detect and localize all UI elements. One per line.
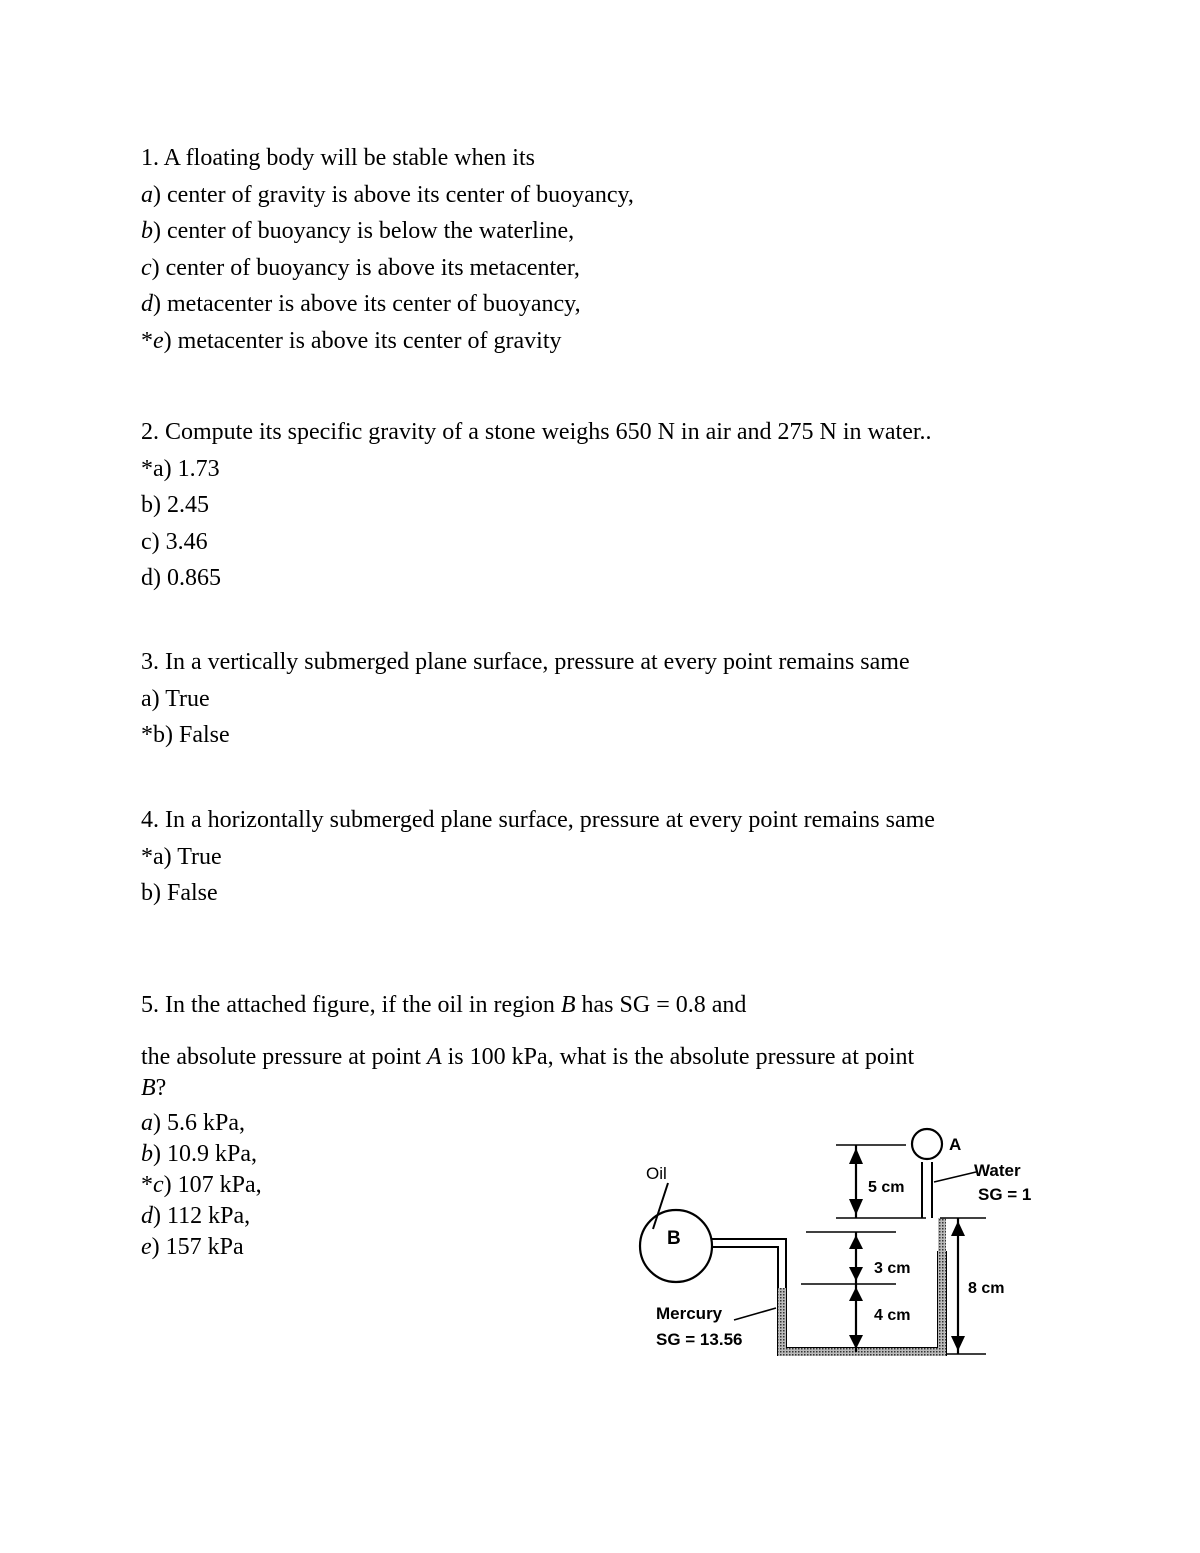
mercury-leader-line bbox=[734, 1308, 776, 1320]
mercury-left-column bbox=[778, 1288, 786, 1354]
dim-4cm-label: 4 cm bbox=[874, 1307, 911, 1324]
question-3-option-a: a) True bbox=[141, 685, 210, 712]
question-1-option-e: *e) metacenter is above its center of gravity bbox=[141, 327, 562, 354]
question-4-option-a: *a) True bbox=[141, 843, 222, 870]
question-2-option-c: c) 3.46 bbox=[141, 528, 208, 555]
question-4-option-b: b) False bbox=[141, 880, 218, 907]
manometer-figure bbox=[636, 1126, 1036, 1356]
question-4-stem: 4. In a horizontally submerged plane surface, pressure at every point remains same bbox=[141, 807, 935, 833]
water-label: Water bbox=[974, 1161, 1021, 1180]
question-2 bbox=[141, 414, 932, 597]
question-3-stem: 3. In a vertically submerged plane surface, pressure at every point remains same bbox=[141, 649, 910, 675]
water-leader-line bbox=[934, 1172, 976, 1182]
question-5-stem: 5. In the attached figure, if the oil in region B has SG = 0.8 and bbox=[141, 992, 747, 1018]
question-2-option-a: *a) 1.73 bbox=[141, 455, 220, 482]
dimension-5cm bbox=[849, 1145, 863, 1218]
question-3 bbox=[141, 644, 910, 754]
mercury-right-column bbox=[938, 1218, 946, 1350]
oil-label: Oil bbox=[646, 1164, 667, 1183]
question-5-option-c: *c) 107 kPa, bbox=[141, 1172, 262, 1198]
dim-5cm-label: 5 cm bbox=[868, 1179, 905, 1196]
question-4 bbox=[141, 802, 935, 912]
dimension-4cm bbox=[849, 1284, 863, 1352]
dim-3cm-label: 3 cm bbox=[874, 1260, 911, 1277]
question-5-option-e: e) 157 kPa bbox=[141, 1234, 244, 1260]
question-1 bbox=[141, 140, 634, 360]
dim-8cm-label: 8 cm bbox=[968, 1280, 1005, 1297]
bulb-a bbox=[912, 1129, 942, 1159]
mercury-sg-label: SG = 13.56 bbox=[656, 1330, 743, 1349]
question-3-option-b: *b) False bbox=[141, 722, 230, 749]
point-a-label: A bbox=[949, 1135, 962, 1154]
question-1-option-c: c) center of buoyancy is above its metacenter, bbox=[141, 254, 580, 281]
question-5-option-b: b) 10.9 kPa, bbox=[141, 1141, 257, 1167]
dimension-3cm bbox=[849, 1232, 863, 1284]
mercury-label: Mercury bbox=[656, 1304, 723, 1323]
question-5-options bbox=[141, 1108, 262, 1263]
question-1-option-a: a) center of gravity is above its center of buoyancy, bbox=[141, 181, 634, 208]
connecting-tube-inner bbox=[712, 1247, 946, 1356]
bulb-b-label: B bbox=[667, 1228, 681, 1249]
mercury-bottom bbox=[778, 1348, 946, 1356]
question-2-option-d: d) 0.865 bbox=[141, 565, 221, 592]
dimension-8cm bbox=[951, 1218, 965, 1354]
question-1-option-b: b) center of buoyancy is below the waterline, bbox=[141, 218, 575, 245]
question-5-option-a: a) 5.6 kPa, bbox=[141, 1110, 245, 1136]
question-1-option-d: d) metacenter is above its center of buoyancy, bbox=[141, 291, 581, 318]
water-sg-label: SG = 1 bbox=[978, 1185, 1032, 1204]
question-5-option-d: d) 112 kPa, bbox=[141, 1203, 251, 1229]
question-2-stem: 2. Compute its specific gravity of a stone weighs 650 N in air and 275 N in water.. bbox=[141, 419, 932, 445]
question-1-stem: 1. A floating body will be stable when its bbox=[141, 145, 535, 171]
connecting-tube bbox=[712, 1239, 938, 1348]
question-2-option-b: b) 2.45 bbox=[141, 492, 209, 519]
question-5-stem-continued: the absolute pressure at point A is 100 kPa, what is the absolute pressure at point B? bbox=[141, 1044, 915, 1101]
